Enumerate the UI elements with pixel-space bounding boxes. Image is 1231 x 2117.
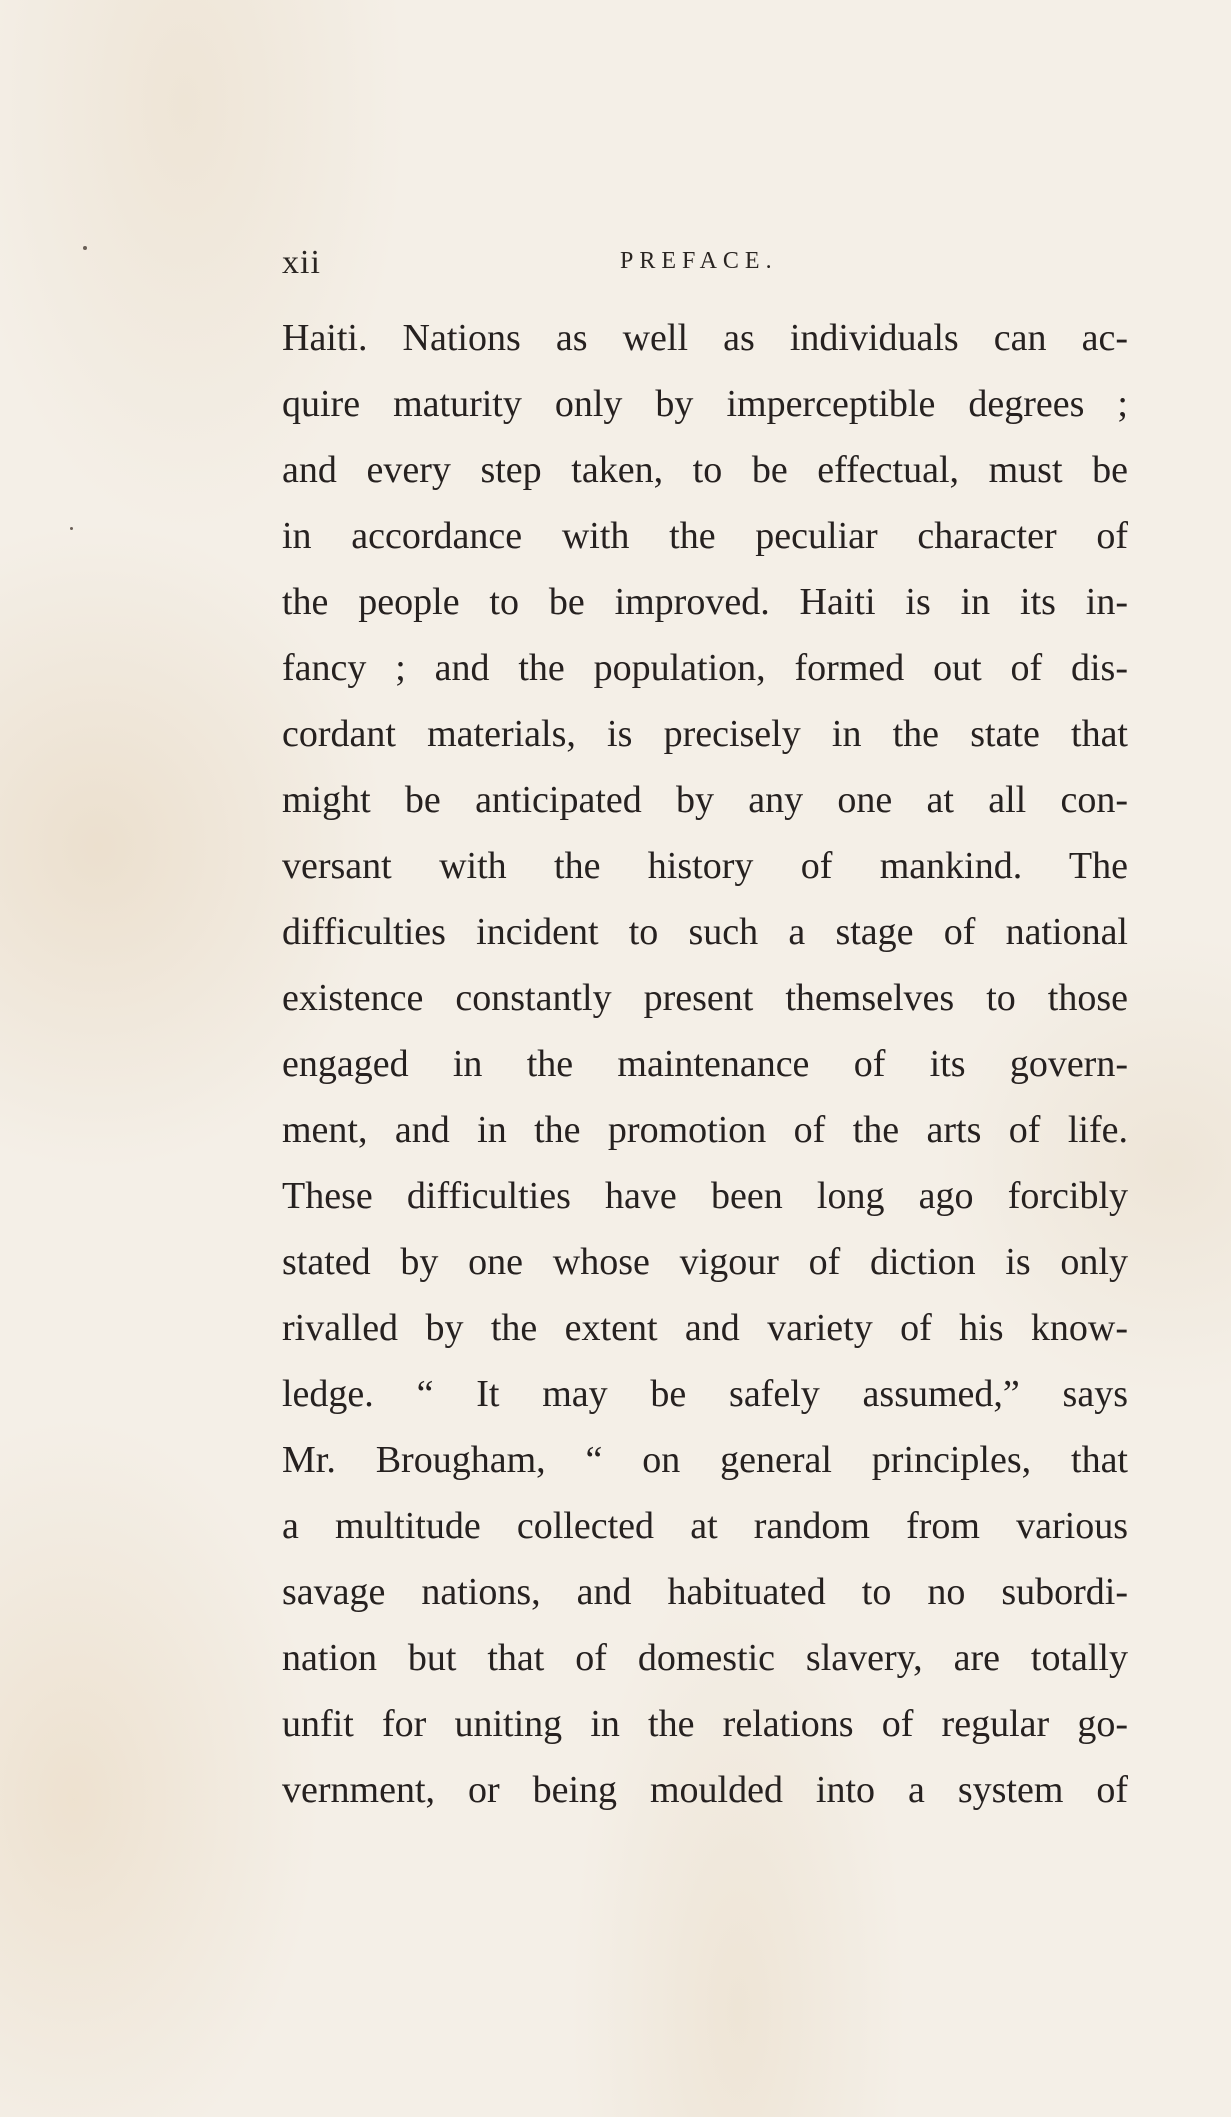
body-text [282,305,1128,1823]
text-line: nation but that of domestic slavery, are totally [282,1637,1128,1679]
text-line: difficulties incident to such a stage of national [282,911,1128,953]
text-line: Mr. Brougham, “ on general principles, that [282,1439,1128,1481]
text-line: rivalled by the extent and variety of his know- [282,1307,1128,1349]
page-header [282,244,1128,284]
text-line: stated by one whose vigour of diction is only [282,1241,1128,1283]
text-line: savage nations, and habituated to no subordi- [282,1571,1128,1613]
ink-speck [70,527,73,530]
text-line: in accordance with the peculiar character of [282,515,1128,557]
text-line: ledge. “ It may be safely assumed,” says [282,1373,1128,1415]
text-line: ment, and in the promotion of the arts of life. [282,1109,1128,1151]
text-line: a multitude collected at random from various [282,1505,1128,1547]
text-line: vernment, or being moulded into a system of [282,1769,1128,1811]
text-line: Haiti. Nations as well as individuals can ac- [282,317,1128,359]
text-line: might be anticipated by any one at all con- [282,779,1128,821]
text-line: unfit for uniting in the relations of regular go- [282,1703,1128,1745]
ink-speck [83,246,87,250]
text-line: fancy ; and the population, formed out of dis- [282,647,1128,689]
text-line: and every step taken, to be effectual, must be [282,449,1128,491]
text-line: engaged in the maintenance of its govern- [282,1043,1128,1085]
text-line: quire maturity only by imperceptible degrees ; [282,383,1128,425]
text-line: versant with the history of mankind. The [282,845,1128,887]
running-head: PREFACE. [620,248,778,274]
text-line: These difficulties have been long ago forcibly [282,1175,1128,1217]
page-number: xii [282,244,321,281]
text-line: cordant materials, is precisely in the state that [282,713,1128,755]
text-line: existence constantly present themselves to those [282,977,1128,1019]
text-line: the people to be improved. Haiti is in its in- [282,581,1128,623]
